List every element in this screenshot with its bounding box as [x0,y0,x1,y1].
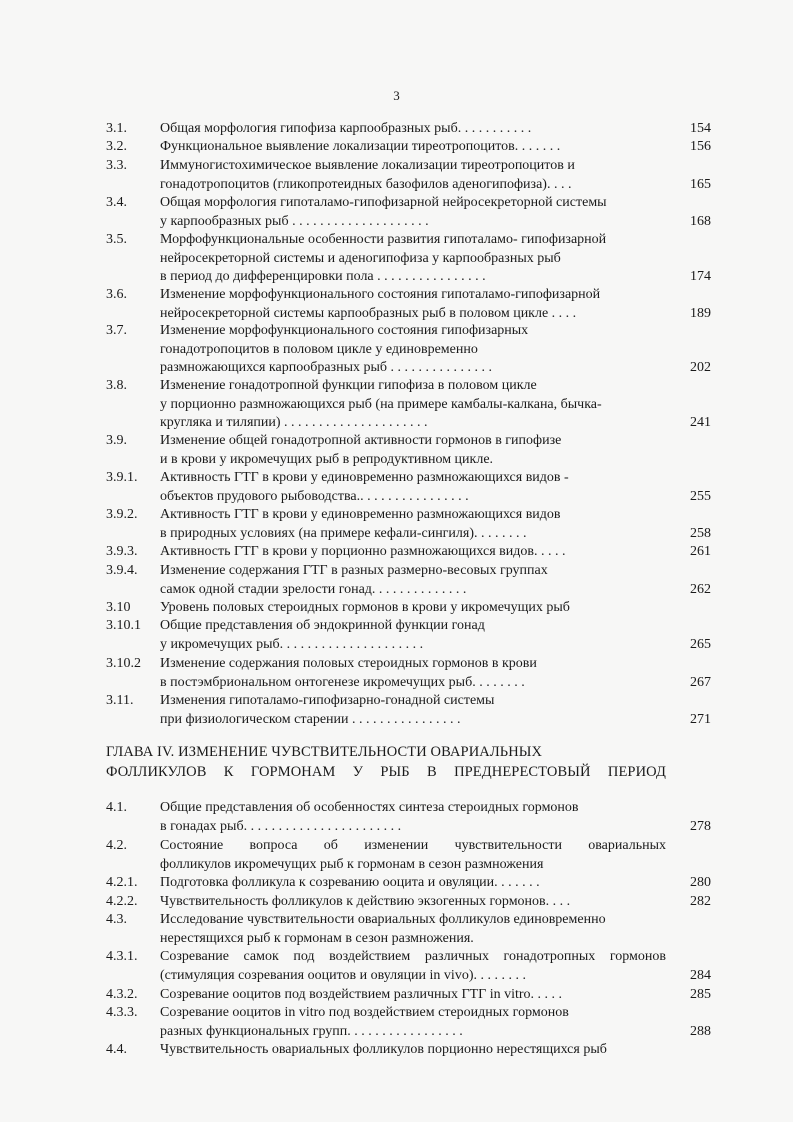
toc-entry-title-line: у карпообразных рыб . . . . . . . . . . . . . . . . . . . . [160,213,429,229]
toc-entry-number: 4.3.2. [106,987,138,1002]
chapter-heading-line-2: ФОЛЛИКУЛОВ К ГОРМОНАМ У РЫБ В ПРЕДНЕРЕСТОВЫЙ ПЕРИОД [106,764,666,780]
toc-entry-number: 3.10 [106,600,131,615]
toc-entry-number: 3.3. [106,158,127,173]
toc-entry-title-line: нейросекреторной системы карпообразных рыб в половом цикле . . . . [160,305,577,321]
toc-entry-title-line: (стимуляция созревания ооцитов и овуляции in vivo). . . . . . . . [160,967,526,983]
toc-entry-title-line: Активность ГТГ в крови у порционно размножающихся видов. . . . . [160,544,566,559]
toc-entry-number: 4.2.1. [106,875,138,890]
toc-entry-page: 271 [690,711,711,727]
toc-entry-number: 3.9.4. [106,563,138,578]
toc-entry-title-line: Иммуногистохимическое выявление локализации тиреотропоцитов и [160,158,575,173]
toc-entry-title-line: самок одной стадии зрелости гонад. . . . . . . . . . . . . . [160,581,467,597]
toc-entry-page: 255 [690,488,711,504]
toc-entry-title-line: Уровень половых стероидных гормонов в крови у икромечущих рыб [160,600,570,615]
toc-entry-page: 265 [690,636,711,652]
toc-entry-title-line: размножающихся карпообразных рыб . . . . . . . . . . . . . . . [160,360,493,375]
toc-entry-number: 4.3.1. [106,949,138,964]
toc-entry-page: 154 [690,121,711,136]
toc-entry-page: 282 [690,894,711,909]
toc-entry-number: 3.4. [106,195,127,210]
chapter-heading-line-1: ГЛАВА IV. ИЗМЕНЕНИЕ ЧУВСТВИТЕЛЬНОСТИ ОВАРИАЛЬНЫХ [106,744,543,760]
toc-entry-title-line: фолликулов икромечущих рыб к гормонам в сезон размножения [160,856,544,872]
toc-entry-title-line: Изменение гонадотропной функции гипофиза в половом цикле [160,378,537,393]
toc-entry-title-line: Морфофункциональные особенности развития гипоталамо- гипофизарной [160,232,607,247]
toc-entry-number: 4.2. [106,838,127,853]
toc-entry-title-line: нейросекреторной системы и аденогипофиза у карпообразных рыб [160,250,561,266]
toc-entry-page: 288 [690,1023,711,1039]
toc-entry-title-line: Изменение содержания половых стероидных гормонов в крови [160,656,537,671]
toc-entry-title-line: Изменение морфофункционального состояния гипофизарных [160,323,529,338]
toc-entry-title-line: Созревание ооцитов под воздействием различных ГТГ in vitro. . . . . [160,987,563,1002]
toc-entry-page: 258 [690,525,711,541]
toc-entry-title-line: Активность ГТГ в крови у единовременно размножающихся видов [160,507,561,522]
toc-entry-title-line: и в крови у икромечущих рыб в репродуктивном цикле. [160,451,494,467]
toc-entry-title-line: гонадотропоцитов (гликопротеидных базофилов аденогипофиза). . . . [160,176,572,192]
toc-entry-title-line: нерестящихся рыб к гормонам в сезон размножения. [160,930,474,946]
toc-entry-title-line: Функциональное выявление локализации тиреотропоцитов. . . . . . . [160,139,561,154]
toc-entry-title-line: Активность ГТГ в крови у единовременно размножающихся видов - [160,470,569,485]
toc-entry-title-line: в постэмбриональном онтогенезе икромечущих рыб. . . . . . . . [160,674,525,690]
toc-entry-title-line: объектов прудового рыбоводства.. . . . . . . . . . . . . . . . [160,488,469,504]
toc-entry-title-line: Состояние вопроса об изменении чувствительности овариальных [160,838,666,853]
toc-entry-title-line: Исследование чувствительности овариальных фолликулов единовременно [160,912,606,927]
toc-entry-number: 4.4. [106,1042,127,1057]
toc-entry-title-line: Изменение морфофункционального состояния гипоталамо-гипофизарной [160,287,601,302]
toc-entry-number: 4.1. [106,800,127,815]
toc-entry-number: 3.7. [106,323,127,338]
toc-entry-number: 3.9.3. [106,544,138,559]
toc-entry-title-line: Общая морфология гипоталамо-гипофизарной нейросекреторной системы [160,195,607,210]
toc-entry-page: 174 [690,269,711,284]
toc-entry-title-line: Подготовка фолликула к созреванию ооцита и овуляции. . . . . . . [160,875,540,890]
toc-entry-title-line: Общие представления об особенностях синтеза стероидных гормонов [160,800,579,815]
toc-entry-title-line: гонадотропоцитов в половом цикле у единовременно [160,341,478,357]
toc-entry-page: 267 [690,674,711,690]
toc-entry-title-line: Общая морфология гипофиза карпообразных рыб. . . . . . . . . . . [160,121,532,136]
toc-entry-number: 3.9.1. [106,470,138,485]
toc-entry-number: 4.3.3. [106,1005,138,1020]
toc-entry-number: 4.2.2. [106,894,138,909]
toc-entry-title-line: Изменение общей гонадотропной активности гормонов в гипофизе [160,433,562,448]
toc-entry-title-line: Чувствительность овариальных фолликулов порционно нерестящихся рыб [160,1042,607,1057]
toc-entry-page: 285 [690,987,711,1002]
toc-entry-page: 261 [690,544,711,559]
toc-entry-page: 165 [690,176,711,192]
toc-entry-number: 3.10.2 [106,656,141,671]
toc-entry-page: 156 [690,139,711,154]
toc-entry-page: 189 [690,305,711,321]
toc-entry-title-line: Изменения гипоталамо-гипофизарно-гонадной системы [160,693,495,708]
toc-entry-page: 241 [690,415,711,430]
toc-entry-title-line: у порционно размножающихся рыб (на примере камбалы-калкана, бычка- [160,396,602,412]
toc-entry-title-line: Чувствительность фолликулов к действию экзогенных гормонов. . . . [160,894,571,909]
toc-entry-title-line: у икромечущих рыб. . . . . . . . . . . . . . . . . . . . . [160,636,424,652]
toc-entry-number: 3.8. [106,378,127,393]
toc-entry-number: 3.5. [106,232,127,247]
toc-entry-number: 4.3. [106,912,127,927]
toc-entry-title-line: Созревание ооцитов in vitro под воздействием стероидных гормонов [160,1005,569,1020]
toc-entry-number: 3.9.2. [106,507,138,522]
toc-entry-title-line: Изменение содержания ГТГ в разных размерно-весовых группах [160,563,548,578]
toc-entry-number: 3.1. [106,121,127,136]
toc-entry-title-line: Общие представления об эндокринной функции гонад [160,618,485,633]
toc-entry-number: 3.2. [106,139,127,154]
toc-entry-number: 3.6. [106,287,127,302]
toc-entry-page: 202 [690,360,711,375]
toc-entry-title-line: кругляка и тиляпии) . . . . . . . . . . . . . . . . . . . . . [160,415,428,430]
toc-entry-title-line: разных функциональных групп. . . . . . . . . . . . . . . . . [160,1023,463,1039]
toc-entry-page: 280 [690,875,711,890]
toc-entry-number: 3.10.1 [106,618,141,633]
toc-entry-title-line: при физиологическом старении . . . . . . . . . . . . . . . . [160,711,461,727]
toc-entry-title-line: Созревание самок под воздействием различных гонадотропных гормонов [160,949,666,964]
page-number: 3 [393,88,400,103]
toc-entry-title-line: в гонадах рыб. . . . . . . . . . . . . . . . . . . . . . . [160,818,402,834]
toc-entry-title-line: в период до дифференцировки пола . . . . . . . . . . . . . . . . [160,269,486,284]
toc-entry-page: 284 [690,967,711,983]
toc-entry-page: 168 [690,213,711,229]
toc-entry-number: 3.11. [106,693,134,708]
toc-entry-page: 262 [690,581,711,597]
toc-entry-title-line: в природных условиях (на примере кефали-сингиля). . . . . . . . [160,525,527,541]
toc-entry-page: 278 [690,818,711,834]
toc-entry-number: 3.9. [106,433,127,448]
